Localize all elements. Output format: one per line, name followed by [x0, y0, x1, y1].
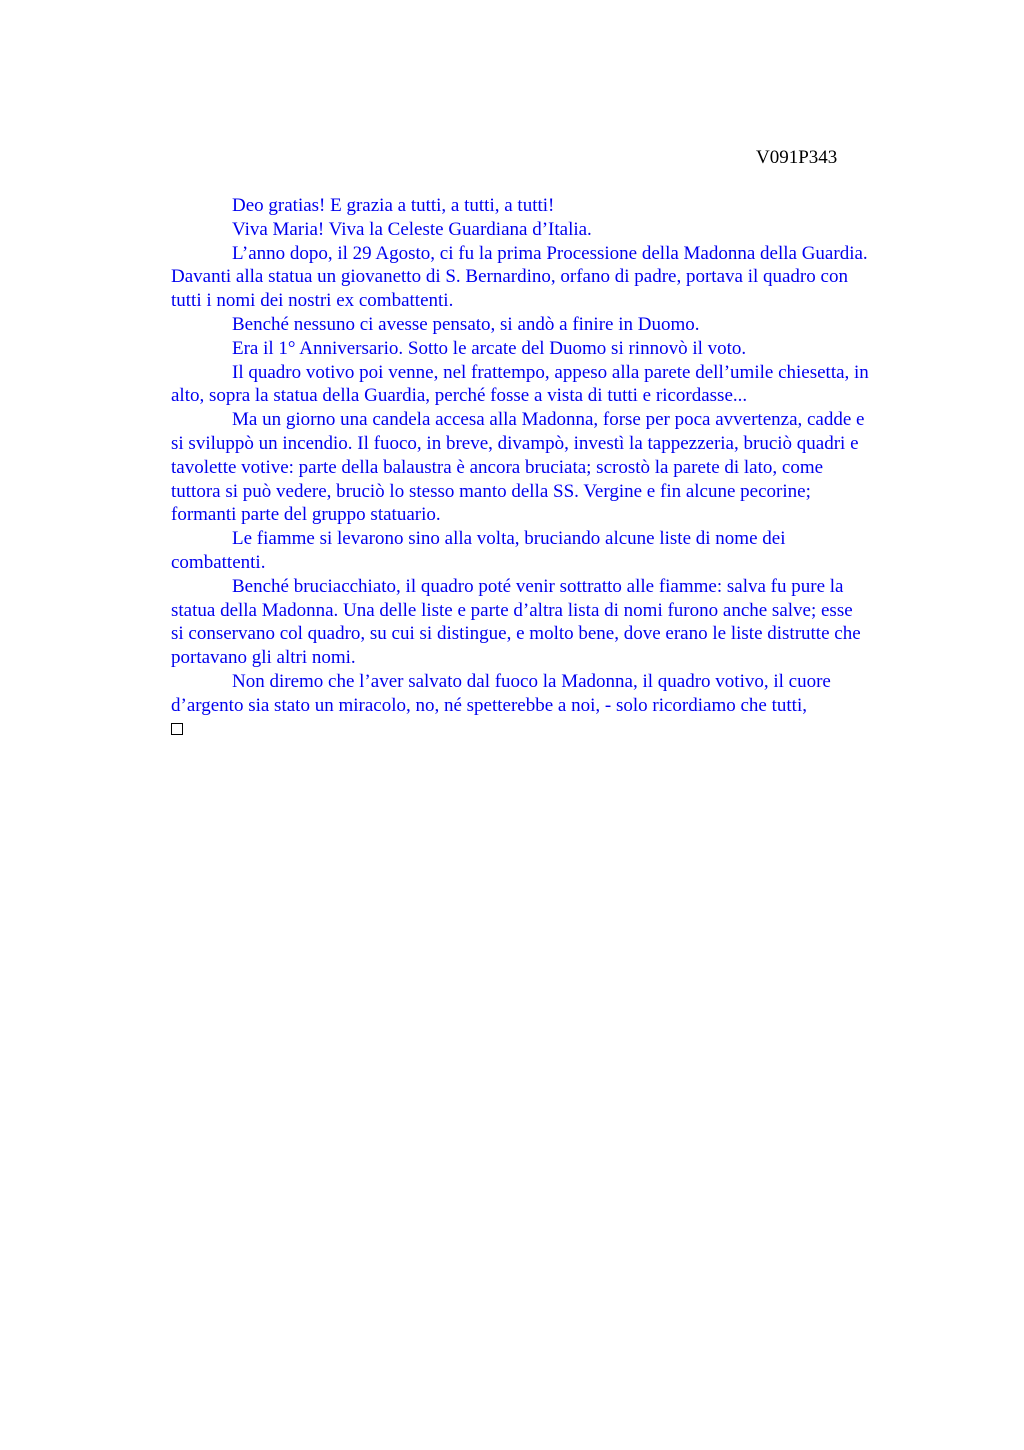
text-line: si conservano col quadro, su cui si distingue, e molto bene, dove erano le liste distrutte che: [171, 623, 861, 645]
paragraph-1: [171, 194, 931, 218]
paragraph-6: [171, 361, 931, 409]
document-body: [171, 194, 931, 741]
text-line: Il quadro votivo poi venne, nel frattempo, appeso alla parete dell’umile chiesetta, in: [232, 361, 869, 383]
text-line: d’argento sia stato un miracolo, no, né spetterebbe a noi, - solo ricordiamo che tutti,: [171, 694, 807, 716]
text-line: Non diremo che l’aver salvato dal fuoco la Madonna, il quadro votivo, il cuore: [232, 670, 831, 692]
text-line: portavano gli altri nomi.: [171, 647, 356, 669]
paragraph-3: [171, 242, 931, 313]
empty-box-icon: [171, 723, 183, 735]
text-line: Ma un giorno una candela accesa alla Madonna, forse per poca avvertenza, cadde e: [232, 409, 865, 431]
end-marker: [171, 718, 931, 742]
text-line: formanti parte del gruppo statuario.: [171, 504, 441, 526]
text-line: Le fiamme si levarono sino alla volta, bruciando alcune liste di nome dei: [232, 528, 786, 550]
text-line: Viva Maria! Viva la Celeste Guardiana d’Italia.: [232, 218, 592, 240]
text-line: alto, sopra la statua della Guardia, perché fosse a vista di tutti e ricordasse...: [171, 385, 748, 407]
page-code: V091P343: [756, 147, 838, 168]
paragraph-2: [171, 218, 931, 242]
text-line: Benché bruciacchiato, il quadro poté venir sottratto alle fiamme: salva fu pure la: [232, 575, 844, 597]
text-line: tuttora si può vedere, bruciò lo stesso manto della SS. Vergine e fin alcune pecorine;: [171, 480, 811, 502]
text-line: Benché nessuno ci avesse pensato, si andò a finire in Duomo.: [232, 313, 700, 335]
text-line: si sviluppò un incendio. Il fuoco, in breve, divampò, investì la tappezzeria, bruciò quadri e: [171, 432, 859, 454]
paragraph-4: [171, 313, 931, 337]
text-line: Davanti alla statua un giovanetto di S. Bernardino, orfano di padre, portava il quadro con: [171, 266, 848, 288]
text-line: tutti i nomi dei nostri ex combattenti.: [171, 290, 454, 312]
text-line: statua della Madonna. Una delle liste e parte d’altra lista di nomi furono anche salve; esse: [171, 599, 853, 621]
paragraph-8: [171, 527, 931, 575]
paragraph-9: [171, 575, 931, 670]
paragraph-7: [171, 408, 931, 527]
text-line: L’anno dopo, il 29 Agosto, ci fu la prima Processione della Madonna della Guardia.: [232, 242, 868, 264]
paragraph-10: [171, 670, 931, 718]
text-line: combattenti.: [171, 551, 266, 573]
text-line: tavolette votive: parte della balaustra è ancora bruciata; scrostò la parete di lato, come: [171, 456, 824, 478]
text-line: Era il 1° Anniversario. Sotto le arcate del Duomo si rinnovò il voto.: [232, 337, 747, 359]
text-line: Deo gratias! E grazia a tutti, a tutti, a tutti!: [232, 195, 555, 216]
paragraph-5: [171, 337, 931, 361]
